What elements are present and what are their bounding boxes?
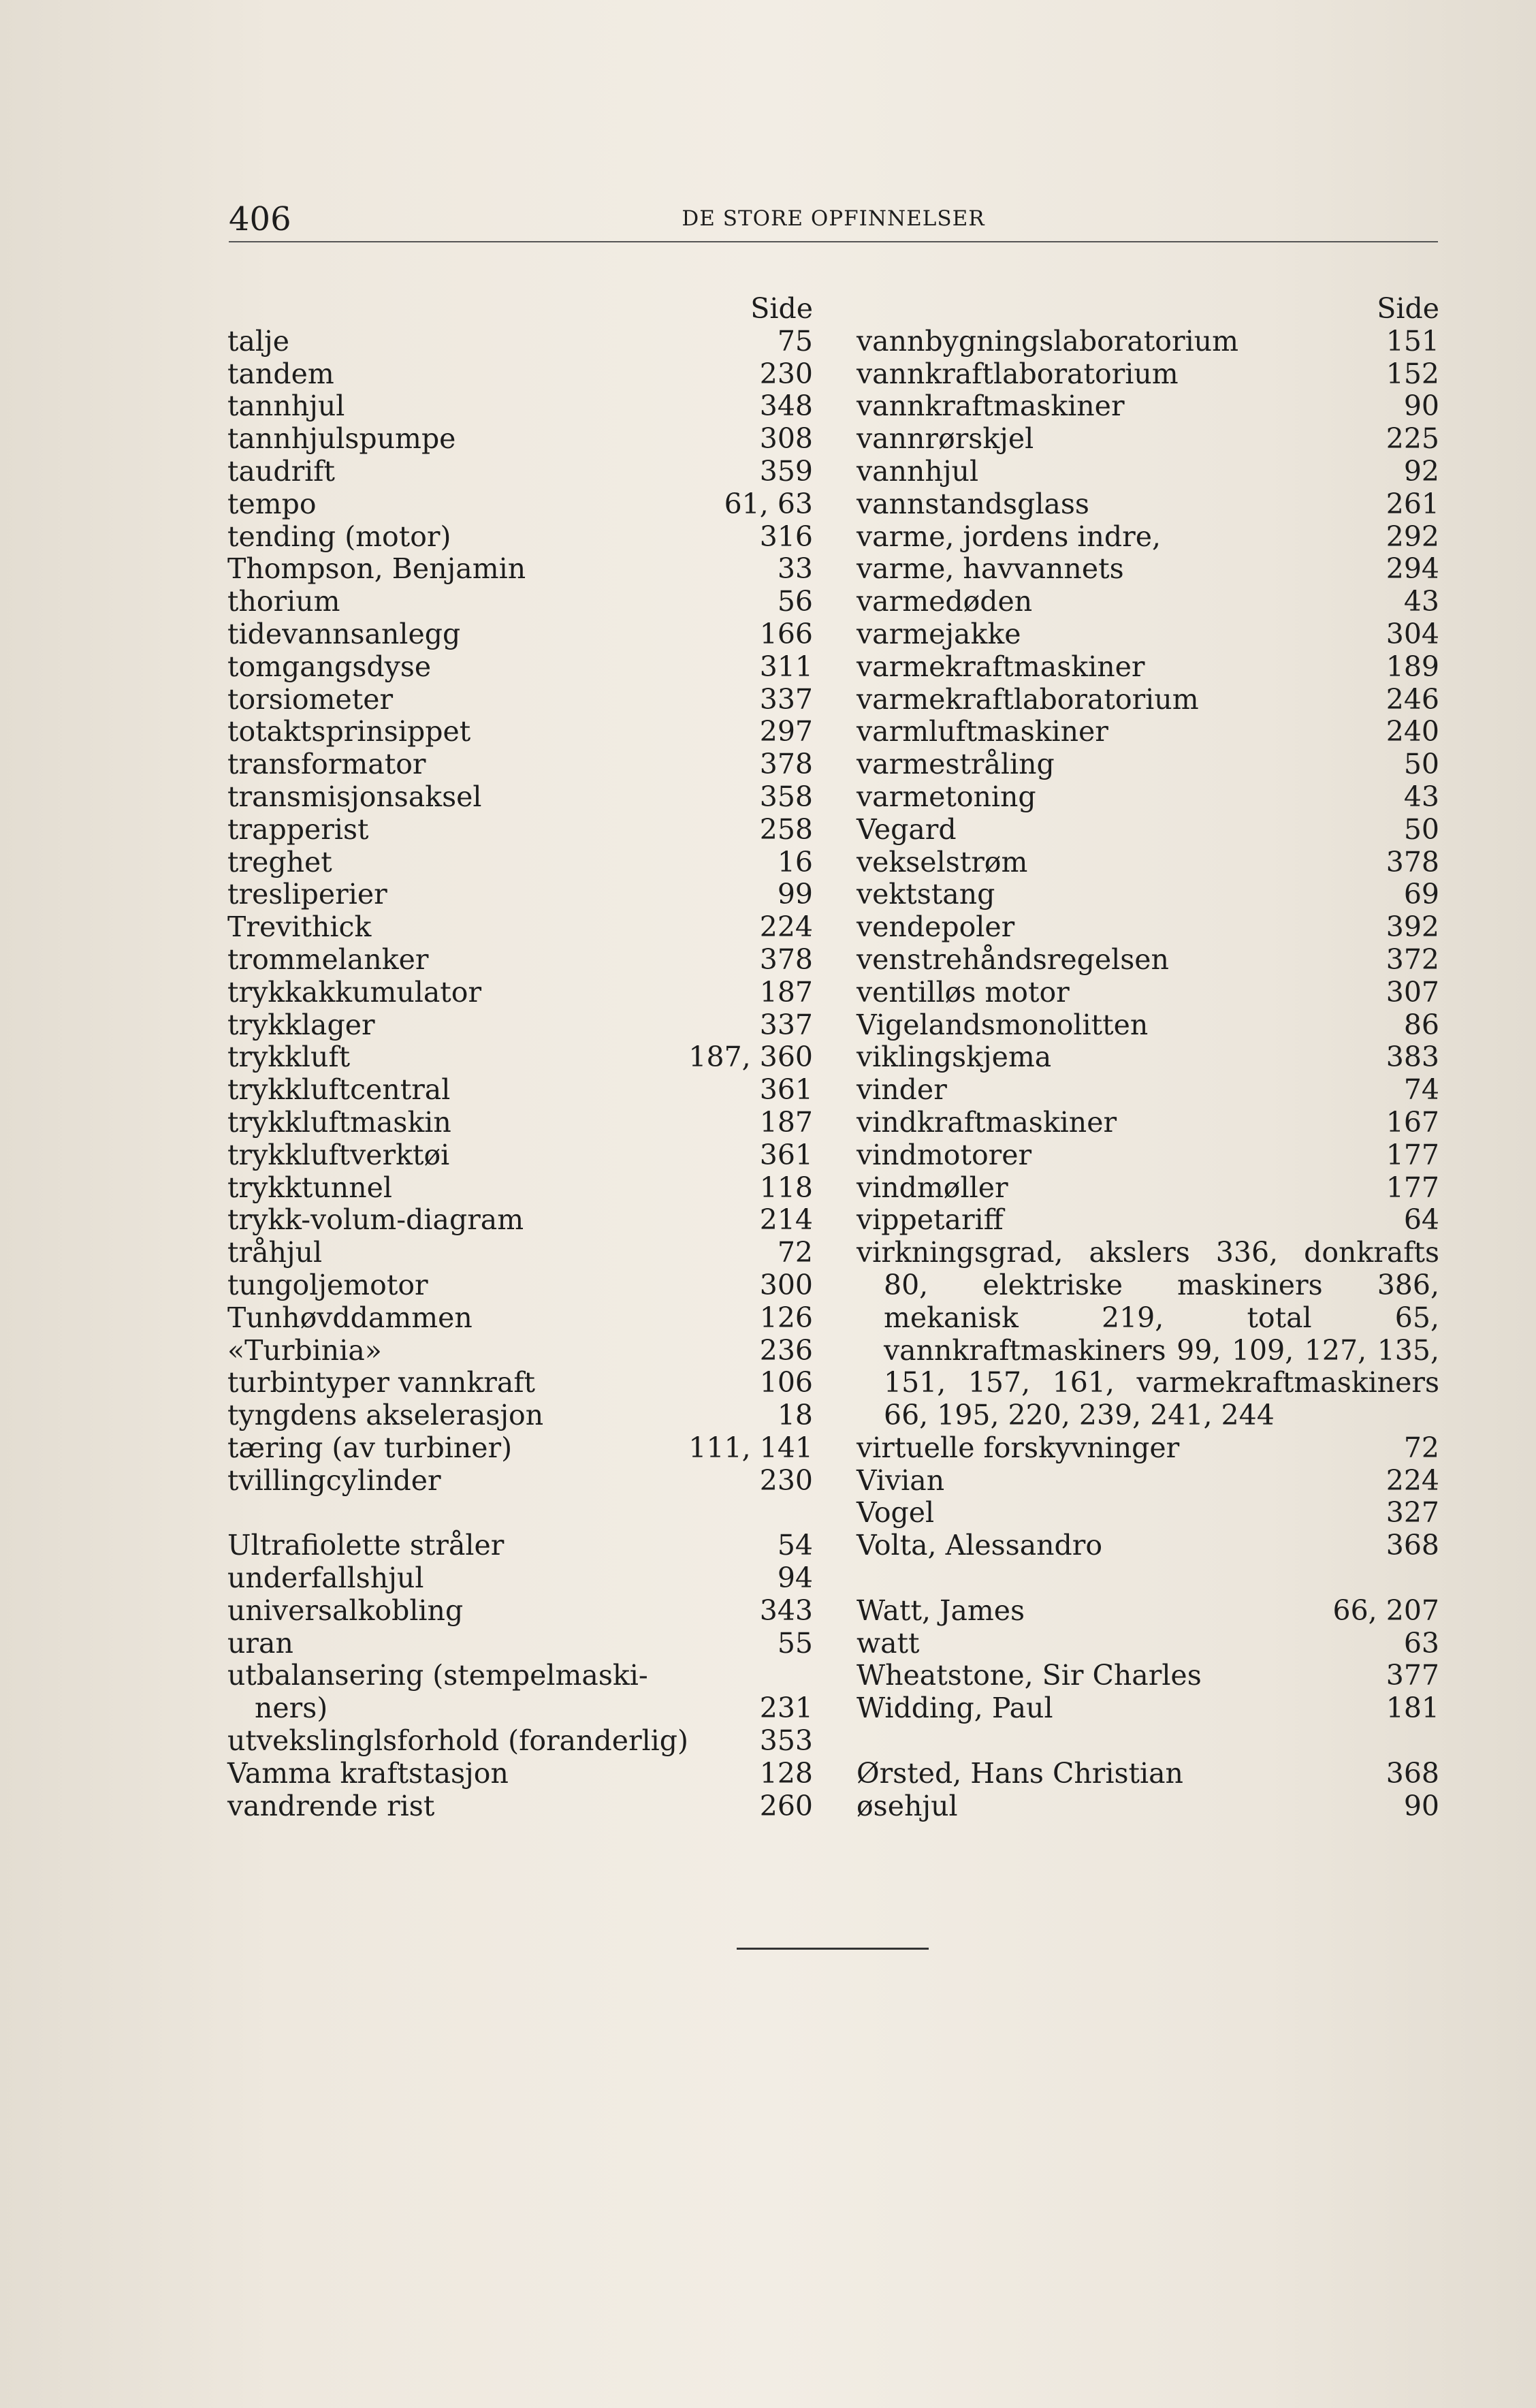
index-page-numbers: 69 [1403,878,1439,911]
index-term: vannrørskjel [857,422,1034,456]
index-entry [227,358,813,391]
index-term: varme, havvannets [857,552,1124,586]
index-page-numbers: 368 [1386,1529,1439,1562]
index-term: virtuelle forskyvninger [857,1431,1180,1464]
index-page-numbers: 343 [759,1594,813,1627]
index-page-numbers: 307 [1386,975,1439,1009]
index-page-numbers: 74 [1403,1073,1439,1107]
index-page-numbers: 50 [1403,748,1439,781]
index-page-numbers: 63 [1403,1626,1439,1660]
end-rule [737,1948,929,1950]
index-page-numbers: 337 [759,1008,813,1041]
index-term: tyngdens akselerasjon [227,1399,544,1432]
index-entry [227,1204,813,1237]
index-page-numbers: 181 [1386,1692,1439,1725]
section-gap [227,1497,813,1530]
index-page-numbers: 152 [1386,357,1439,390]
index-entry [857,586,1439,618]
index-page-numbers: 72 [777,1236,813,1269]
index-entry [227,1595,813,1628]
index-page-numbers: 55 [777,1626,813,1660]
index-entry [227,1692,813,1725]
index-page-numbers: 66, 207 [1332,1594,1439,1627]
index-term: treghet [227,845,332,878]
index-entry [227,390,813,423]
index-term: vannstandsglass [857,487,1089,520]
index-page-numbers: 16 [777,845,813,878]
index-term: tannhjul [227,390,345,423]
index-page-numbers: 128 [759,1756,813,1790]
index-entry [227,781,813,814]
index-page-numbers: 43 [1403,780,1439,813]
index-entry [227,1758,813,1790]
index-page-numbers: 292 [1386,520,1439,553]
index-term: vannhjul [857,454,979,488]
index-entry [227,1335,813,1367]
index-term: Vigelandsmonolitten [857,1008,1149,1041]
index-page-numbers: 261 [1386,487,1439,520]
index-entry [227,586,813,618]
index-term: tannhjulspumpe [227,422,456,456]
section-gap [857,1562,1439,1595]
index-page-numbers: 311 [759,650,813,683]
index-term: torsiometer [227,682,394,716]
index-entry [227,456,813,488]
index-term: varmekraftmaskiner [857,650,1145,683]
index-entry [857,878,1439,911]
index-entry [857,1790,1439,1823]
index-entry [857,911,1439,944]
index-term: varmedøden [857,585,1033,618]
index-term: varme, jordens indre, [857,520,1162,553]
page-number: 406 [229,200,291,238]
index-page-numbers: 225 [1386,422,1439,456]
index-entry [857,1139,1439,1172]
index-term: tomgangsdyse [227,650,432,683]
index-term: trykkluftverktøi [227,1138,450,1171]
index-page-numbers: 230 [759,357,813,390]
index-term: Trevithick [227,910,372,944]
index-page-numbers: 56 [777,585,813,618]
index-page-numbers: 297 [759,715,813,748]
index-term: trommelanker [227,942,429,976]
index-entry [227,1107,813,1139]
index-term: trapperist [227,812,369,846]
index-entry [857,1595,1439,1628]
index-page-numbers: 90 [1403,1789,1439,1822]
index-term: vindkraftmaskiner [857,1105,1117,1139]
index-entry [227,553,813,586]
index-page-numbers: 359 [759,454,813,488]
index-page-numbers: 72 [1403,1431,1439,1464]
index-term: Wheatstone, Sir Charles [857,1659,1202,1692]
index-entry [227,521,813,554]
index-term: tandem [227,357,334,390]
index-page-numbers: 353 [759,1724,813,1758]
index-page-numbers: 54 [777,1529,813,1562]
index-entry [227,326,813,358]
index-term: ventilløs motor [857,975,1070,1009]
index-term: tempo [227,487,317,520]
index-term: tidevannsanlegg [227,617,461,650]
index-term: totaktsprinsippet [227,715,471,748]
index-term: vektstang [857,878,995,911]
index-group [857,1595,1439,1725]
index-page-numbers: 92 [1403,454,1439,488]
index-page-numbers: 187 [759,975,813,1009]
index-term: Vogel [857,1496,935,1530]
index-entry [227,1432,813,1465]
index-page-numbers: 231 [759,1692,813,1725]
index-term: varmetoning [857,780,1036,813]
side-heading: Side [1377,292,1439,325]
index-term: vindmøller [857,1171,1008,1204]
index-page-numbers: 224 [1386,1463,1439,1497]
index-term: tæring (av turbiner) [227,1431,513,1464]
index-term: transmisjonsaksel [227,780,482,813]
index-term: talje [227,324,290,358]
index-term: vannkraftmaskiner [857,390,1125,423]
index-entry [857,651,1439,684]
index-term: vendepoler [857,910,1015,944]
index-entry [857,814,1439,846]
index-group [227,326,813,1498]
index-entry [857,1107,1439,1139]
index-term: Watt, James [857,1594,1025,1627]
index-page-numbers: 361 [759,1138,813,1171]
index-entry [227,977,813,1009]
index-page-numbers: 240 [1386,715,1439,748]
side-heading: Side [750,292,813,325]
index-group [227,1725,813,1822]
index-entry [227,1660,813,1692]
index-term: vippetariff [857,1203,1004,1237]
index-column-left [227,293,813,1822]
index-term: underfallshjul [227,1562,424,1595]
index-term: universalkobling [227,1594,464,1627]
index-term: varmejakke [857,617,1021,650]
index-entry [857,390,1439,423]
index-page-numbers: 151 [1386,324,1439,358]
index-term: vinder [857,1073,947,1107]
index-entry [857,1628,1439,1660]
index-page-numbers: 348 [759,390,813,423]
index-term: Ultrafiolette stråler [227,1529,505,1562]
index-term: transformator [227,748,426,781]
index-page-numbers: 177 [1386,1171,1439,1204]
index-term: tungoljemotor [227,1268,428,1301]
index-term: tvillingcylinder [227,1463,441,1497]
index-page-numbers: 106 [759,1366,813,1399]
index-entry [857,618,1439,651]
index-entry [227,1367,813,1399]
index-term: varmestråling [857,748,1055,781]
index-entry [227,1628,813,1660]
index-entry [857,423,1439,456]
index-entry [857,326,1439,358]
index-page-numbers: 75 [777,324,813,358]
index-term: trykklager [227,1008,375,1041]
index-entry [227,878,813,911]
index-entry [227,944,813,977]
index-page-numbers: 126 [759,1301,813,1334]
index-term: vannbygningslaboratorium [857,324,1238,358]
index-page-numbers: 378 [1386,845,1439,878]
index-entry [227,1041,813,1074]
index-page-numbers: 99 [777,878,813,911]
index-column-right [857,293,1439,1822]
index-group [857,326,1439,1237]
section-gap [857,1725,1439,1758]
index-entry [227,911,813,944]
index-entry [857,488,1439,521]
index-entry [227,618,813,651]
index-entry [227,1399,813,1432]
index-page-numbers: 392 [1386,910,1439,944]
index-entry [227,1530,813,1562]
index-entry [857,1074,1439,1107]
index-term: Ørsted, Hans Christian [857,1756,1183,1790]
index-entry [227,1302,813,1335]
index-entry [227,814,813,846]
index-page-numbers: 361 [759,1073,813,1107]
index-entry [227,1139,813,1172]
index-entry [227,748,813,781]
index-page-numbers: 189 [1386,650,1439,683]
index-page-numbers: 368 [1386,1756,1439,1790]
index-term: ners) [255,1692,328,1725]
index-entry [857,748,1439,781]
index-entry [857,358,1439,391]
index-page-numbers: 18 [777,1399,813,1432]
index-page-numbers: 33 [777,552,813,586]
index-entry [857,1009,1439,1042]
index-page-numbers: 378 [759,942,813,976]
index-entry [857,977,1439,1009]
index-entry [857,1432,1439,1465]
index-term: «Turbinia» [227,1333,382,1367]
index-page-numbers: 64 [1403,1203,1439,1237]
index-term: tråhjul [227,1236,323,1269]
index-page-numbers: 377 [1386,1659,1439,1692]
index-page-numbers: 50 [1403,812,1439,846]
index-page-numbers: 94 [777,1562,813,1595]
index-entry [227,423,813,456]
index-entry [227,684,813,716]
index-term: Thompson, Benjamin [227,552,526,586]
index-term: trykk-volum-diagram [227,1203,524,1237]
index-entry [857,456,1439,488]
index-term: Tunhøvddammen [227,1301,473,1334]
index-term: Vegard [857,812,957,846]
index-entry [857,1758,1439,1790]
index-term: trykkluftcentral [227,1073,451,1107]
index-page-numbers: 383 [1386,1041,1439,1074]
index-term: øsehjul [857,1789,958,1822]
index-entry [227,1237,813,1269]
index-entry [227,651,813,684]
index-page-numbers: 304 [1386,617,1439,650]
index-entry [227,1269,813,1302]
index-entry [857,684,1439,716]
index-page-numbers: 337 [759,682,813,716]
index-term: vekselstrøm [857,845,1028,878]
index-entry [857,1172,1439,1205]
index-entry [227,1562,813,1595]
index-term: Widding, Paul [857,1692,1053,1725]
index-page-numbers: 167 [1386,1105,1439,1139]
index-page-numbers: 43 [1403,585,1439,618]
index-page-numbers: 214 [759,1203,813,1237]
index-page-numbers: 224 [759,910,813,944]
index-entry [857,944,1439,977]
index-term: vannkraftlaboratorium [857,357,1179,390]
index-page-numbers: 236 [759,1333,813,1367]
index-entry [227,1465,813,1498]
index-entry [227,1790,813,1823]
index-term: tresliperier [227,878,387,911]
index-page-numbers: 187 [759,1105,813,1139]
index-term: venstrehåndsregelsen [857,942,1169,976]
running-head [229,197,1438,242]
index-page-numbers: 358 [759,780,813,813]
index-entry [857,781,1439,814]
index-term: Vamma kraftstasjon [227,1756,509,1790]
index-term: utvekslinglsforhold (foranderlig) [227,1724,689,1758]
index-entry-virkningsgrad: virkningsgrad, akslers 336, donkrafts 80, elektriske maskiners 386, mekanisk 219, total 65, vannkraftmaskiners 99, 109, 127, 135, 151, 157, 161, varmekraftmaskiners 66, 195, 220, 239, 241, 244 [857,1236,1439,1432]
running-title: DE STORE OPFINNELSER [682,206,985,231]
index-page-numbers: 86 [1403,1008,1439,1041]
index-page-numbers: 300 [759,1268,813,1301]
index-term: viklingskjema [857,1041,1052,1074]
index-page-numbers: 308 [759,422,813,456]
index-entry [227,1074,813,1107]
index-entry [857,521,1439,554]
index-entry [857,1530,1439,1562]
index-entry [857,1465,1439,1498]
index-term: thorium [227,585,340,618]
index-term: Vivian [857,1463,945,1497]
index-term: uran [227,1626,293,1660]
index-term: taudrift [227,454,335,488]
index-page-numbers: 372 [1386,942,1439,976]
index-entry [227,1172,813,1205]
index-term: vandrende rist [227,1789,435,1822]
index-term: watt [857,1626,920,1660]
index-term: trykkluftmaskin [227,1105,451,1139]
index-page-numbers: 177 [1386,1138,1439,1171]
index-term: trykkluft [227,1041,351,1074]
index-entry [227,1725,813,1758]
index-page-numbers: 118 [759,1171,813,1204]
index-term: Volta, Alessandro [857,1529,1103,1562]
index-term: varmekraftlaboratorium [857,682,1199,716]
index-page-numbers: 260 [759,1789,813,1822]
index-term: turbintyper vannkraft [227,1366,535,1399]
index-group [227,1530,813,1660]
index-entry [857,1692,1439,1725]
index-entry [857,846,1439,879]
index-page-numbers: 294 [1386,552,1439,586]
index-page-numbers: 316 [759,520,813,553]
index-entry [857,1041,1439,1074]
index-entry [857,553,1439,586]
index-entry [857,716,1439,748]
index-entry [227,1009,813,1042]
index-entry [857,1497,1439,1530]
index-entry [227,488,813,521]
index-entry [227,716,813,748]
index-term: utbalansering (stempelmaski- [227,1659,648,1692]
index-entry [227,846,813,879]
index-page-numbers: 246 [1386,682,1439,716]
index-page-numbers: 61, 63 [724,487,813,520]
index-entry [857,1204,1439,1237]
index-page-numbers: 111, 141 [688,1431,813,1464]
index-term: trykkakkumulator [227,975,482,1009]
index-term: trykktunnel [227,1171,392,1204]
index-page-numbers: 327 [1386,1496,1439,1530]
index-page-numbers: 166 [759,617,813,650]
index-page-numbers: 90 [1403,390,1439,423]
index-term: tending (motor) [227,520,451,553]
index-term: vindmotorer [857,1138,1032,1171]
index-page-numbers: 378 [759,748,813,781]
index-group [857,1432,1439,1562]
index-term: varmluftmaskiner [857,715,1108,748]
index-group [857,1758,1439,1823]
index-page-numbers: 187, 360 [688,1041,813,1074]
index-entry [857,1660,1439,1692]
index-page-numbers: 258 [759,812,813,846]
index-page-numbers: 230 [759,1463,813,1497]
